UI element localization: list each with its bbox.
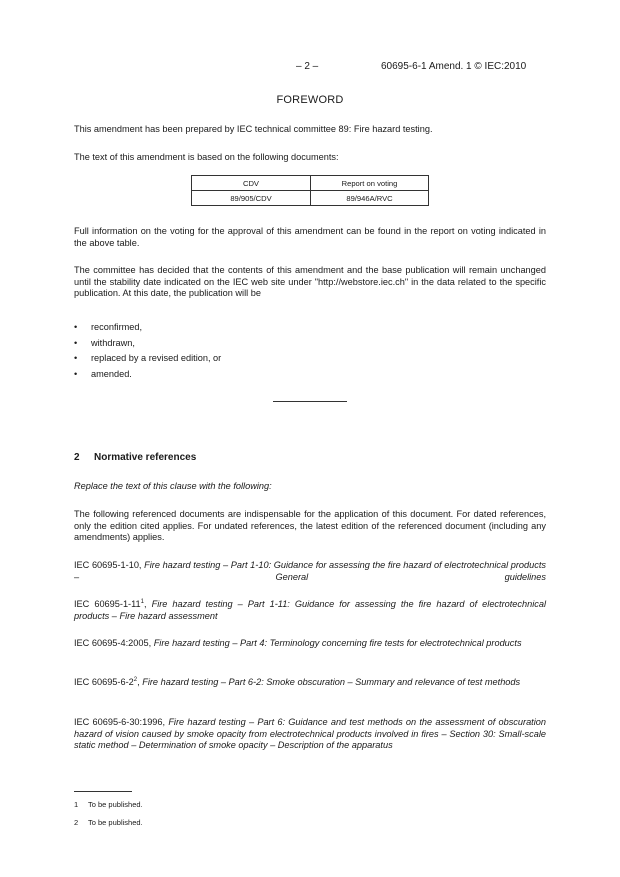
voting-table-header-row xyxy=(192,176,429,191)
stability-paragraph: The committee has decided that the contents of this amendment and the base publication will remain unchanged until the stability date indicated on the IEC web site under "http://webstore.iec.ch" in the data related to the specific publication. At this date, the publication will be xyxy=(74,265,546,298)
footnote-marker: 2 xyxy=(133,677,138,683)
reference-entry xyxy=(74,560,546,583)
foreword-based-on: The text of this amendment is based on the following documents: xyxy=(74,152,339,162)
publication-options-list xyxy=(74,320,221,382)
footnote-number: 2 xyxy=(74,818,79,827)
footnote xyxy=(74,818,143,827)
page-number: – 2 – xyxy=(296,61,319,72)
reference-title: Fire hazard testing – Part 1-11: Guidance for assessing the fire hazard of electrotechnical products – Fire hazard assessment xyxy=(74,599,547,621)
voting-table-header-cdv: CDV xyxy=(192,176,311,191)
section-heading xyxy=(74,452,196,463)
reference-title: Fire hazard testing – Part 4: Terminology concerning fire tests for electrotechnical products xyxy=(153,638,522,648)
voting-table xyxy=(191,175,429,206)
footnote-separator xyxy=(74,791,132,792)
footnote-text: To be published. xyxy=(88,800,143,809)
voting-table-cell-rvc: 89/946A/RVC xyxy=(311,191,429,206)
reference-title: Fire hazard testing – Part 1-10: Guidance for assessing the fire hazard of electrotechnical products – General guidelines xyxy=(74,560,546,582)
voting-table-cell-cdv: 89/905/CDV xyxy=(192,191,311,206)
voting-table-row xyxy=(192,191,429,206)
footnote xyxy=(74,800,143,809)
reference-title: Fire hazard testing – Part 6: Guidance and test methods on the assessment of obscuration hazard of vision caused by smoke opacity from electrotechnical products involved in fires – Section 30: Small-scale static method – Determination of smoke opacity – Description of the apparatus xyxy=(74,717,546,750)
section-title: Normative references xyxy=(94,452,197,463)
section-instruction: Replace the text of this clause with the following: xyxy=(74,481,272,491)
voting-info-paragraph: Full information on the voting for the approval of this amendment can be found in the report on voting indicated in the above table. xyxy=(74,226,546,248)
list-item: • amended. xyxy=(74,367,221,383)
foreword-intro: This amendment has been prepared by IEC technical committee 89: Fire hazard testing. xyxy=(74,124,433,134)
section-number: 2 xyxy=(74,452,80,463)
footnote-text: To be published. xyxy=(88,818,143,827)
reference-title: Fire hazard testing – Part 6-2: Smoke obscuration – Summary and relevance of test methods xyxy=(142,677,521,687)
bullet-icon: • xyxy=(74,368,78,379)
reference-code: IEC 60695-1-10, xyxy=(74,560,145,570)
reference-code: IEC 60695-6-30:1996, xyxy=(74,717,169,727)
bullet-icon: • xyxy=(74,353,78,363)
reference-entry xyxy=(74,717,546,752)
section-divider xyxy=(273,401,347,402)
bullet-icon: • xyxy=(74,322,78,332)
reference-code: IEC 60695-6-2 xyxy=(74,677,134,687)
list-item: • withdrawn, xyxy=(74,336,221,352)
reference-code: IEC 60695-1-11 xyxy=(74,599,141,609)
document-reference: 60695-6-1 Amend. 1 © IEC:2010 xyxy=(381,61,527,72)
list-item: • replaced by a revised edition, or xyxy=(74,351,221,367)
bullet-icon: • xyxy=(74,337,78,348)
section-intro: The following referenced documents are indispensable for the application of this document. For dated references, only the edition cited applies. For undated references, the latest edition of the referenced document (including any amendments) applies. xyxy=(74,509,546,542)
footnote-marker: 1 xyxy=(140,599,144,605)
reference-entry: IEC $60695-1-11^1$, Fire hazard testing – Part 1-11: Guidance for assessing the fire hazard of electrotechnical products – Fire hazard assessment xyxy=(74,599,547,621)
footnote-number: 1 xyxy=(74,800,79,809)
list-item: • reconfirmed, xyxy=(74,320,221,336)
reference-entry xyxy=(74,638,546,650)
reference-code: IEC 60695-4:2005, xyxy=(74,638,154,648)
voting-table-header-report: Report on voting xyxy=(311,176,429,191)
foreword-title: FOREWORD xyxy=(276,94,344,106)
reference-entry: IEC $60695-6-2^2$, Fire hazard testing – Part 6-2: Smoke obscuration – Summary and relevance of test methods xyxy=(74,677,521,687)
